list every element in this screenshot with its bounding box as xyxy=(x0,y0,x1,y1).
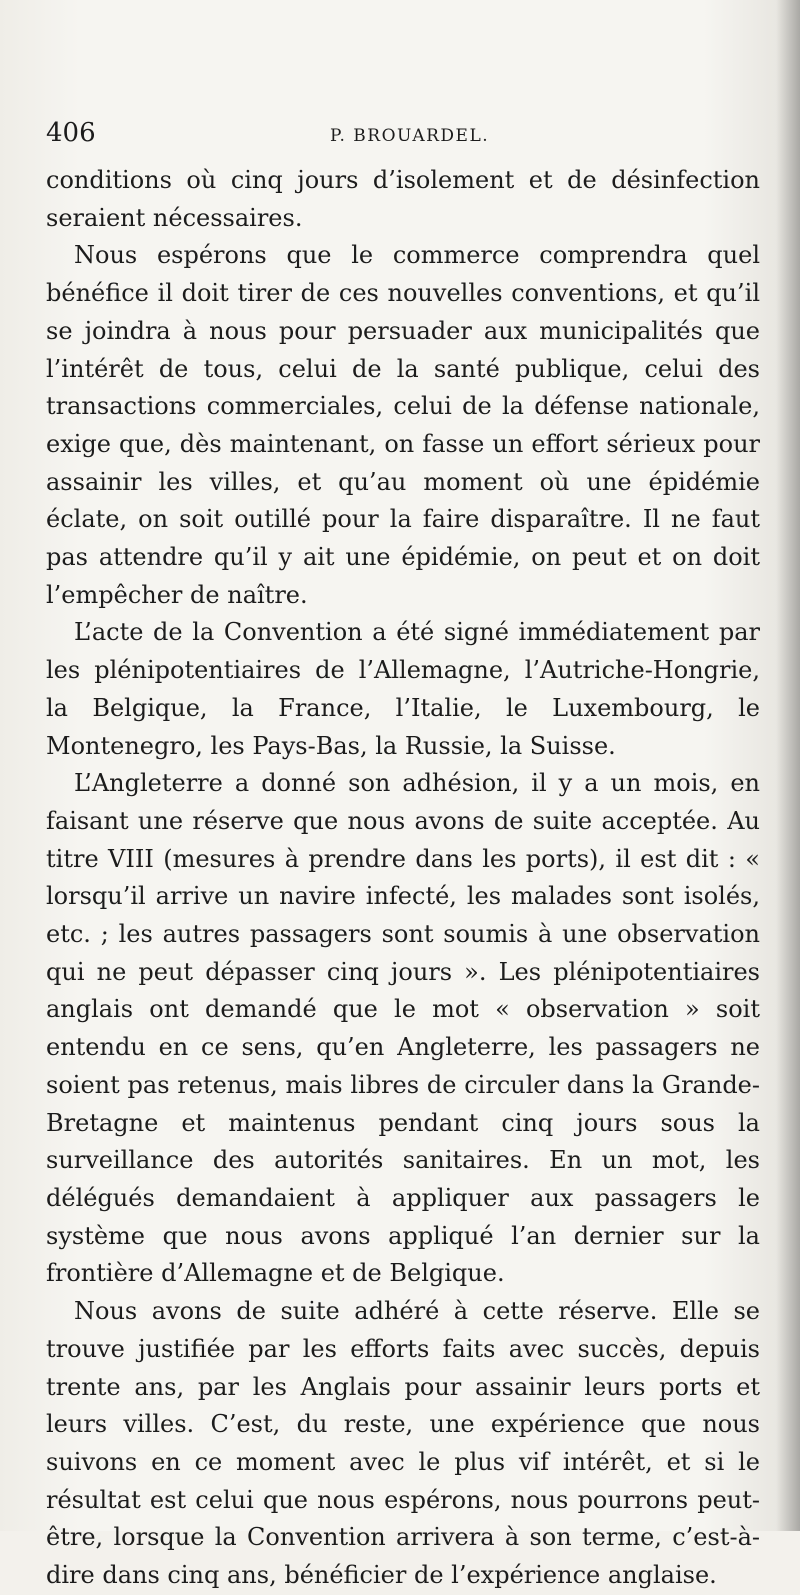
paragraph: L’Angleterre a donné son adhésion, il y a un mois, en faisant une réserve que nous avons de suite acceptée. Au titre VIII (mesures à prendre dans les ports), il est dit : « lorsqu’il arrive un navire infecté, les malades sont isolés, etc. ; les autres passagers sont soumis à une observation qui ne peut dépasser cinq jours ». Les plénipotentiaires anglais ont demandé que le mot « observation » soit entendu en ce sens, qu’en Angleterre, les passagers ne soient pas retenus, mais libres de circuler dans la Grande-Bretagne et maintenus pendant cinq jours sous la surveillance des autorités sanitaires. En un mot, les délégués demandaient à appliquer aux passagers le système que nous avons appliqué l’an dernier sur la frontière d’Allemagne et de Belgique. xyxy=(46,769,760,1288)
paragraph-continued: conditions où cinq jours d’isolement et de désinfection seraient nécessaires. xyxy=(46,166,760,232)
paragraph: L’acte de la Convention a été signé immédiatement par les plénipotentiaires de l’Allemagne, l’Autriche-Hongrie, la Belgique, la France, l’Italie, le Luxembourg, le Montenegro, les Pays-Bas, la Russie, la Suisse. xyxy=(46,618,760,760)
paragraph: Nous espérons que le commerce comprendra quel bénéfice il doit tirer de ces nouvelles conventions, et qu’il se joindra à nous pour persuader aux municipalités que l’intérêt de tous, celui de la santé publique, celui des transactions commerciales, celui de la défense nationale, exige que, dès maintenant, on fasse un effort sérieux pour assainir les villes, et qu’au moment où une épidémie éclate, on soit outillé pour la faire disparaître. Il ne faut pas attendre qu’il y ait une épidémie, on peut et on doit l’empêcher de naître. xyxy=(46,241,760,609)
page-edge-shadow xyxy=(776,0,800,1531)
running-head: P. BROUARDEL. xyxy=(330,126,490,146)
body-text xyxy=(46,162,760,1595)
page-number: 406 xyxy=(46,118,96,148)
paragraph: Nous avons de suite adhéré à cette réserve. Elle se trouve justifiée par les efforts faits avec succès, depuis trente ans, par les Anglais pour assainir leurs ports et leurs villes. C’est, du reste, une expérience que nous suivons en ce moment avec le plus vif intérêt, et si le résultat est celui que nous espérons, nous pourrons peut-être, lorsque la Convention arrivera à son terme, c’est-à-dire dans cinq ans, bénéficier de l’expérience anglaise. xyxy=(46,1297,760,1590)
page-header xyxy=(46,118,766,154)
